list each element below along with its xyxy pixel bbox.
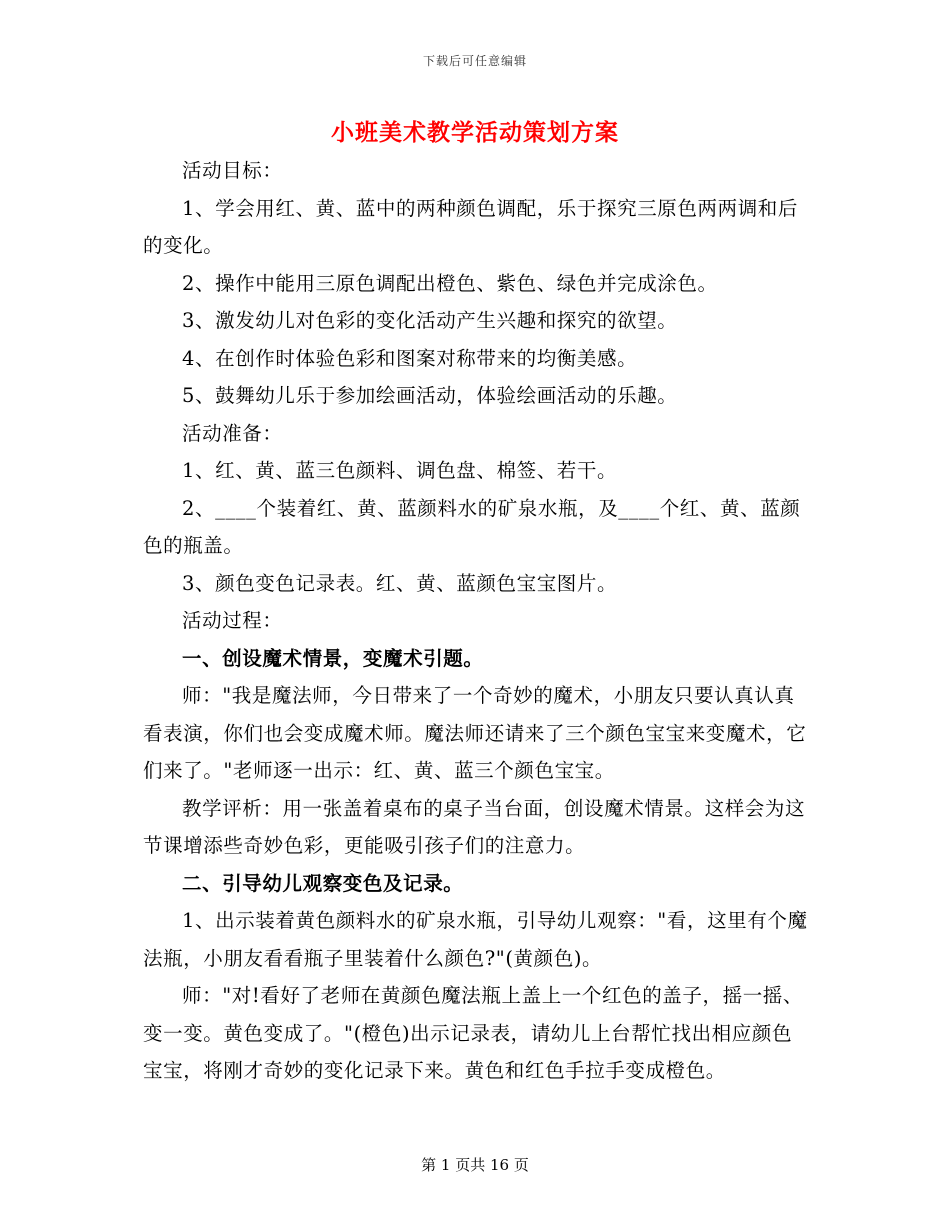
document-body (143, 152, 808, 1090)
goal-item: 5、鼓舞幼儿乐于参加绘画活动，体验绘画活动的乐趣。 (182, 384, 678, 407)
goal-item: 4、在创作时体验色彩和图案对称带来的均衡美感。 (182, 346, 638, 370)
goal-item: 1、学会用红、黄、蓝中的两种颜色调配，乐于探究三原色两两调和后的变化。 (143, 196, 799, 257)
section-label-process: 活动过程： (182, 609, 283, 632)
document-title: 小班美术教学活动策划方案 (331, 119, 619, 146)
process-paragraph: 师："对!看好了老师在黄颜色魔法瓶上盖上一个红色的盖子，摇一摇、变一变。黄色变成了。"(橙色)出示记录表，请幼儿上台帮忙找出相应颜色宝宝，将刚才奇妙的变化记录下来。黄色和红色手拉手变成橙色。 (143, 984, 804, 1082)
section-label-preparation: 活动准备： (182, 421, 283, 445)
process-paragraph: 师："我是魔法师，今日带来了一个奇妙的魔术，小朋友只要认真认真看表演，你们也会变成魔术师。魔法师还请来了三个颜色宝宝来变魔术，它们来了。"老师逐一出示：红、黄、蓝三个颜色宝宝。 (143, 684, 807, 782)
section-label-goals: 活动目标： (182, 159, 283, 182)
goal-item: 3、激发幼儿对色彩的变化活动产生兴趣和探究的欲望。 (182, 309, 678, 332)
process-paragraph: 教学评析：用一张盖着桌布的桌子当台面，创设魔术情景。这样会为这节课增添些奇妙色彩，更能吸引孩子们的注意力。 (143, 796, 806, 857)
process-heading-2: 二、引导幼儿观察变色及记录。 (182, 871, 464, 895)
process-heading-1: 一、创设魔术情景，变魔术引题。 (182, 646, 484, 670)
preparation-item: 3、颜色变色记录表。红、黄、蓝颜色宝宝图片。 (182, 571, 618, 595)
goal-item: 2、操作中能用三原色调配出橙色、紫色、绿色并完成涂色。 (182, 271, 718, 295)
page-footer: 第 1 页共 16 页 (421, 1156, 529, 1174)
preparation-item: 2、____个装着红、黄、蓝颜料水的矿泉水瓶，及____个红、黄、蓝颜色的瓶盖。 (143, 496, 801, 557)
process-paragraph: 1、出示装着黄色颜料水的矿泉水瓶，引导幼儿观察："看，这里有个魔法瓶，小朋友看看瓶子里装着什么颜色?"(黄颜色)。 (143, 909, 808, 970)
page-header: 下载后可任意编辑 (422, 54, 527, 68)
preparation-item: 1、红、黄、蓝三色颜料、调色盘、棉签、若干。 (182, 459, 618, 482)
